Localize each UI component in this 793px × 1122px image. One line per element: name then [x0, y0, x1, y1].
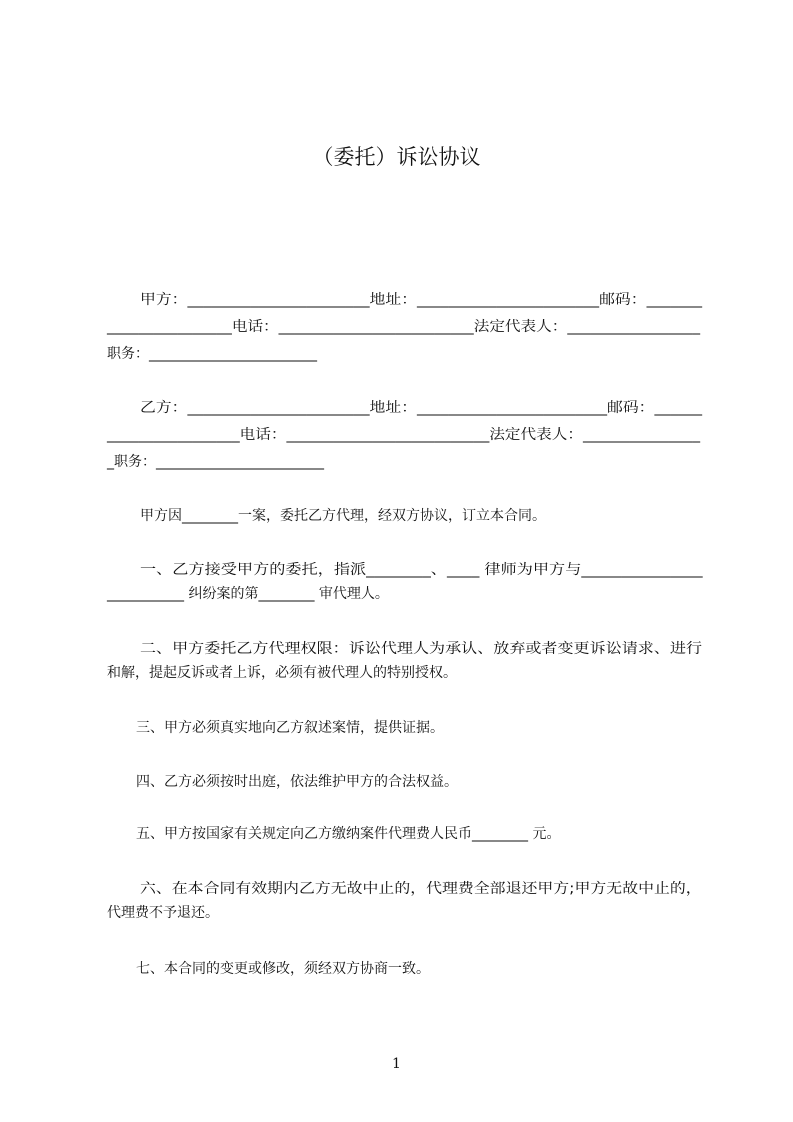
clause-2-line-2: 和解，提起反诉或者上诉，必须有被代理人的特别授权。	[107, 665, 457, 681]
clause-6-line-1: 六、在本合同有效期内乙方无故中止的，代理费全部退还甲方;甲方无故中止的，	[140, 881, 702, 897]
clause-2-line-1: 二、甲方委托乙方代理权限：诉讼代理人为承认、放弃或者变更诉讼请求、进行	[140, 641, 702, 657]
clause-4: 四、乙方必须按时出庭，依法维护甲方的合法权益。	[136, 774, 458, 790]
party-b-line-2: _________________电话：__________________________法定代表人：_______________	[107, 427, 700, 443]
clause-7: 七、本合同的变更或修改，须经双方协商一致。	[136, 961, 430, 977]
clause-1-line-2: ___________ 纠纷案的第________ 审代理人。	[107, 586, 389, 602]
party-b-line-1: 乙方：_______________________地址：________________________邮码：______	[140, 400, 702, 416]
party-b-line-3: _职务：________________________	[107, 454, 324, 470]
party-a-line-2: ________________电话：_________________________法定代表人：_________________	[107, 319, 700, 335]
clause-3: 三、甲方必须真实地向乙方叙述案情，提供证据。	[136, 720, 444, 736]
clause-5: 五、甲方按国家有关规定向乙方缴纳案件代理费人民币________ 元。	[136, 826, 561, 842]
clause-1-line-1: 一、乙方接受甲方的委托，指派________、____ 律师为甲方与_______________	[140, 562, 703, 578]
page-number: 1	[392, 1056, 401, 1072]
intro-paragraph: 甲方因________一案，委托乙方代理，经双方协议，订立本合同。	[140, 508, 546, 524]
document-title: （委托）诉讼协议	[312, 145, 481, 169]
party-a-line-3: 职务：________________________	[107, 346, 317, 362]
clause-6-line-2: 代理费不予退还。	[107, 905, 219, 921]
party-a-line-1: 甲方：_______________________地址：_______________________邮码：_______	[140, 292, 702, 308]
